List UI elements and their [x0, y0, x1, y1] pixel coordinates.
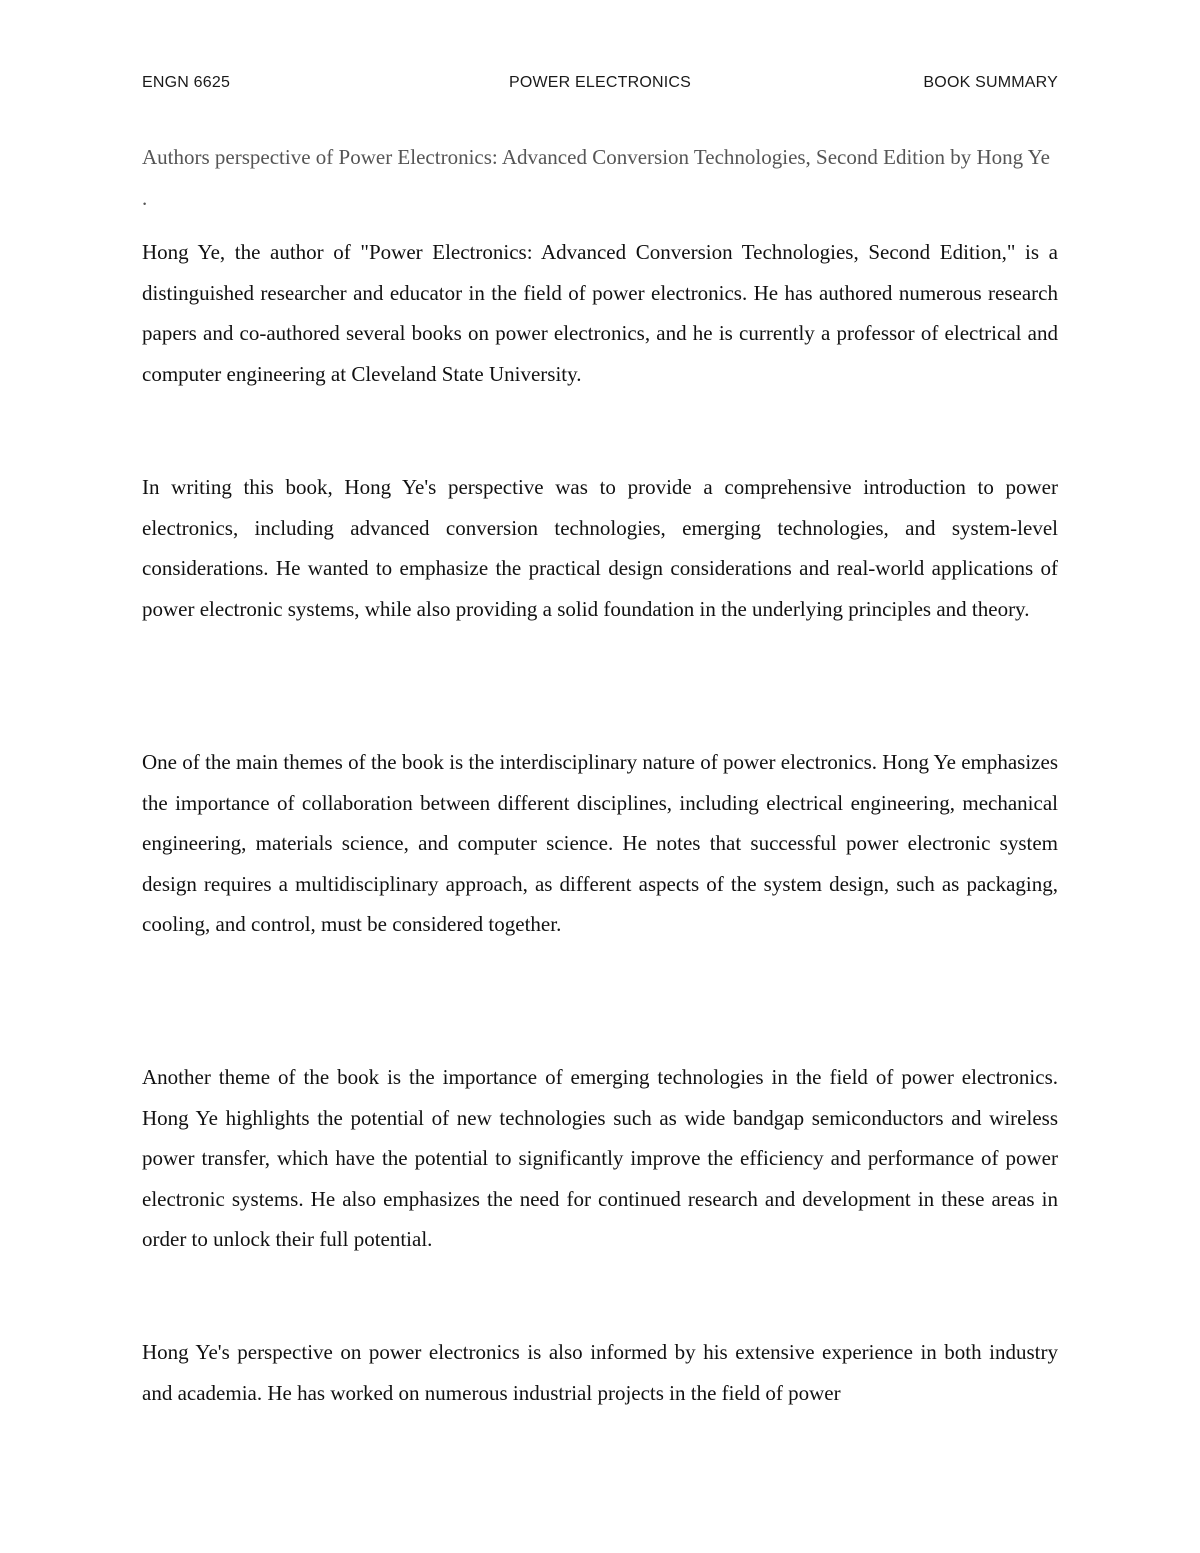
- header-subject: POWER ELECTRONICS: [508, 74, 692, 91]
- paragraph-author-bio: Hong Ye, the author of "Power Electronics: Advanced Conversion Technologies, Second Edition," is a distinguished researcher and educator in the field of power electronics. He has authored numerous research papers and co-authored several books on power electronics, and he is currently a professor of electrical and computer engineering at Cleveland State University.: [142, 240, 1058, 386]
- paragraph-experience: Hong Ye's perspective on power electronics is also informed by his extensive experience in both industry and academia. He has worked on numerous industrial projects in the field of power: [142, 1340, 1058, 1405]
- header-document-type: BOOK SUMMARY: [923, 74, 1058, 91]
- paragraph-perspective: In writing this book, Hong Ye's perspective was to provide a comprehensive introduction to power electronics, including advanced conversion technologies, emerging technologies, and system-level considerations. He wanted to emphasize the practical design considerations and real-world applications of power electronic systems, while also providing a solid foundation in the underlying principles and theory.: [142, 475, 1058, 621]
- paragraph-interdisciplinary-theme: One of the main themes of the book is the interdisciplinary nature of power electronics. Hong Ye emphasizes the importance of collaboration between different disciplines, including electrical engineering, mechanical engineering, materials science, and computer science. He notes that successful power electronic system design requires a multidisciplinary approach, as different aspects of the system design, such as packaging, cooling, and control, must be considered together.: [142, 750, 1058, 936]
- paragraph-emerging-technologies-theme: Another theme of the book is the importance of emerging technologies in the field of power electronics. Hong Ye highlights the potential of new technologies such as wide bandgap semiconductors and wireless power transfer, which have the potential to significantly improve the efficiency and performance of power electronic systems. He also emphasizes the need for continued research and development in these areas in order to unlock their full potential.: [142, 1065, 1058, 1251]
- page-header: [142, 74, 1058, 100]
- header-course-code: ENGN 6625: [142, 74, 231, 91]
- document-title: Authors perspective of Power Electronics: Advanced Conversion Technologies, Second Edition by Hong Ye .: [142, 145, 1050, 210]
